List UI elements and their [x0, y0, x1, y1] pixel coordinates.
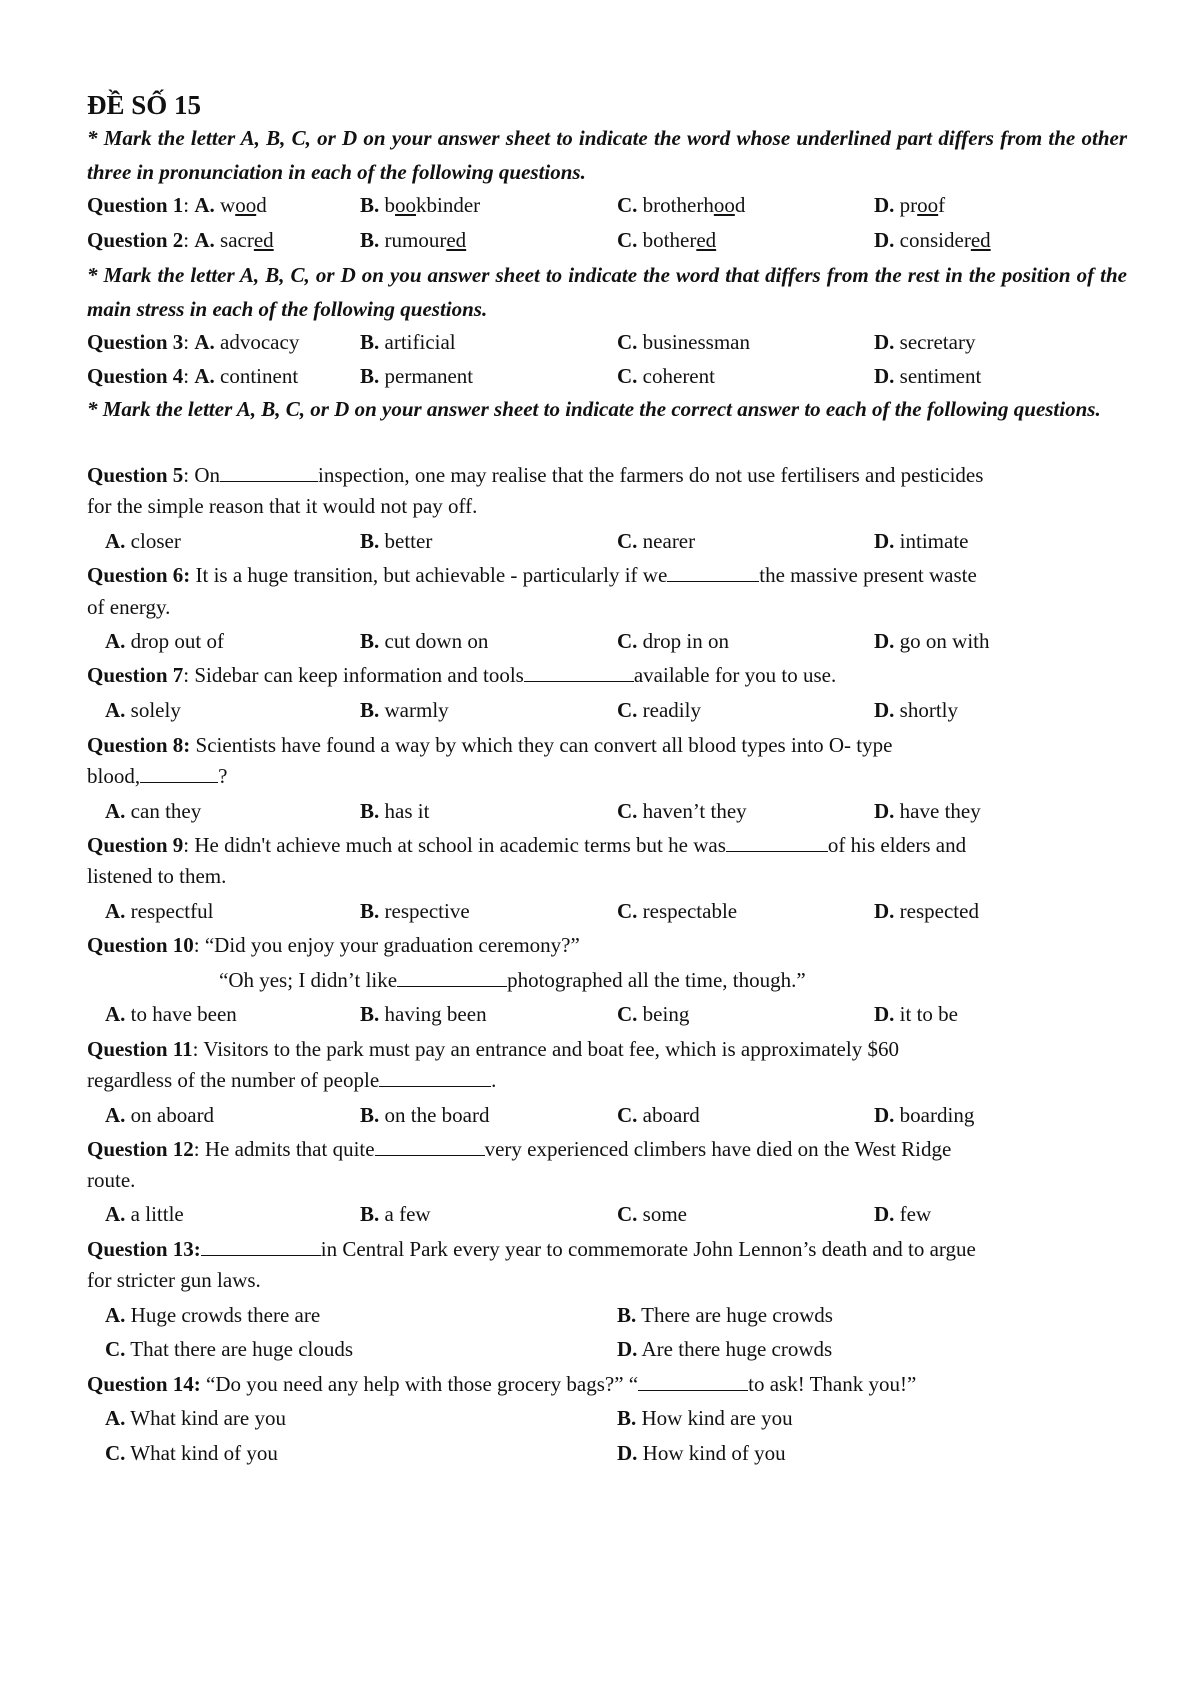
question-number: Question 6:: [87, 563, 191, 587]
question-8-stem-cont: blood, ?: [87, 764, 228, 788]
question-8-options: A. can they B. has it C. haven’t they D. have they: [105, 799, 981, 823]
question-12-stem: Question 12: He admits that quite very experienced climbers have died on the West Ridge: [87, 1137, 952, 1161]
option-d: boarding: [899, 1103, 975, 1127]
option-d: secretary: [899, 330, 976, 354]
question-13-stem-cont: for stricter gun laws.: [87, 1268, 261, 1292]
question-number: Question 12: [87, 1137, 194, 1161]
option-d: respected: [899, 899, 979, 923]
option-d: Are there huge crowds: [641, 1337, 833, 1361]
option-d: How kind of you: [642, 1441, 786, 1465]
exam-title: ĐỀ SỐ 15: [87, 90, 202, 120]
question-5-options: A. closer B. better C. nearer D. intimate: [105, 529, 969, 553]
option-a: continent: [220, 364, 299, 388]
question-14-options-row2: C. What kind of you D. How kind of you: [105, 1441, 786, 1465]
question-9-stem-cont: listened to them.: [87, 864, 227, 888]
question-number: Question 3: [87, 330, 184, 354]
instruction-stress: * Mark the letter A, B, C, or D on you answer sheet to indicate the word that differs from the rest in the position of the main stress in each of the following questions.: [87, 263, 1127, 321]
question-7-stem: Question 7: Sidebar can keep information and tools available for you to use.: [87, 663, 837, 687]
question-12-stem-cont: route.: [87, 1168, 136, 1192]
option-c: readily: [642, 698, 701, 722]
question-11-stem-cont: regardless of the number of people .: [87, 1068, 497, 1092]
option-a: to have been: [130, 1002, 237, 1026]
option-d: go on with: [899, 629, 990, 653]
instruction-pronunciation: * Mark the letter A, B, C, or D on your answer sheet to indicate the word whose underlined part differs from the other three in pronunciation in each of the following questions.: [87, 126, 1127, 184]
option-d: shortly: [899, 698, 959, 722]
option-d: intimate: [899, 529, 969, 553]
answer-blank: [220, 463, 318, 482]
answer-blank: [524, 663, 634, 682]
option-c: aboard: [642, 1103, 700, 1127]
answer-blank: [375, 1137, 485, 1156]
option-c: nearer: [642, 529, 696, 553]
option-c: respectable: [642, 899, 738, 923]
question-6-stem: Question 6: It is a huge transition, but achievable - particularly if we the massive present waste: [87, 563, 977, 587]
answer-blank: [379, 1068, 491, 1087]
question-11-options: A. on aboard B. on the board C. aboard D. boarding: [105, 1103, 975, 1127]
question-9-options: A. respectful B. respective C. respectable D. respected: [105, 899, 979, 923]
question-6-stem-cont: of energy.: [87, 595, 171, 619]
option-c: being: [642, 1002, 690, 1026]
option-b: has it: [384, 799, 430, 823]
option-b: rumoured: [384, 228, 467, 252]
option-a: What kind are you: [130, 1406, 286, 1430]
option-c: businessman: [642, 330, 750, 354]
option-c: brotherhood: [642, 193, 746, 217]
option-d: proof: [899, 193, 946, 217]
option-a: Huge crowds there are: [130, 1303, 321, 1327]
question-8-stem: Question 8: Scientists have found a way by which they can convert all blood types into O- type: [87, 733, 893, 757]
question-number: Question 7: [87, 663, 184, 687]
answer-blank: [397, 968, 507, 987]
question-number: Question 4: [87, 364, 184, 388]
question-number: Question 11: [87, 1037, 193, 1061]
question-14-stem: Question 14: “Do you need any help with those grocery bags?” “ to ask! Thank you!”: [87, 1372, 917, 1396]
option-d: it to be: [899, 1002, 958, 1026]
option-a: advocacy: [220, 330, 300, 354]
option-c: That there are huge clouds: [130, 1337, 354, 1361]
question-number: Question 8:: [87, 733, 191, 757]
question-13-options-row1: A. Huge crowds there are B. There are huge crowds: [105, 1303, 833, 1327]
option-c: haven’t they: [642, 799, 747, 823]
option-b: warmly: [384, 698, 449, 722]
answer-blank: [638, 1372, 748, 1391]
question-10-stem: Question 10: “Did you enjoy your graduation ceremony?”: [87, 933, 580, 957]
option-a: on aboard: [130, 1103, 215, 1127]
option-a: sacred: [220, 228, 274, 252]
option-a: wood: [220, 193, 267, 217]
question-2: Question 2: A. sacred B. rumoured C. bothered D. considered: [87, 228, 991, 252]
question-3: Question 3: A. advocacy B. artificial C. businessman D. secretary: [87, 330, 976, 354]
question-11-stem: Question 11: Visitors to the park must pay an entrance and boat fee, which is approximately $60: [87, 1037, 899, 1061]
option-a: a little: [130, 1202, 184, 1226]
answer-blank: [201, 1237, 321, 1256]
option-c: some: [642, 1202, 687, 1226]
option-b: There are huge crowds: [641, 1303, 833, 1327]
question-number: Question 9: [87, 833, 184, 857]
question-10-options: A. to have been B. having been C. being D. it to be: [105, 1002, 958, 1026]
question-4: Question 4: A. continent B. permanent C. coherent D. sentiment: [87, 364, 982, 388]
answer-blank: [667, 563, 759, 582]
question-number: Question 14:: [87, 1372, 201, 1396]
option-a: drop out of: [130, 629, 224, 653]
instruction-correct-answer: * Mark the letter A, B, C, or D on your answer sheet to indicate the correct answer to each of the following questions.: [87, 397, 1101, 421]
option-b: respective: [384, 899, 470, 923]
question-number: Question 10: [87, 933, 194, 957]
option-a: closer: [130, 529, 181, 553]
answer-blank: [140, 764, 218, 783]
question-7-options: A. solely B. warmly C. readily D. shortly: [105, 698, 959, 722]
question-5-stem: Question 5: On inspection, one may realise that the farmers do not use fertilisers and pesticides: [87, 463, 984, 487]
option-d: considered: [899, 228, 991, 252]
option-b: having been: [384, 1002, 487, 1026]
option-b: better: [384, 529, 433, 553]
question-13-stem: Question 13: in Central Park every year to commemorate John Lennon’s death and to argue: [87, 1237, 976, 1261]
option-c: drop in on: [642, 629, 729, 653]
option-b: permanent: [384, 364, 474, 388]
option-d: sentiment: [899, 364, 982, 388]
question-6-options: A. drop out of B. cut down on C. drop in on D. go on with: [105, 629, 990, 653]
question-1: Question 1: A. wood B. bookbinder C. brotherhood D. proof: [87, 193, 946, 217]
option-d: have they: [899, 799, 981, 823]
option-c: bothered: [642, 228, 717, 252]
option-b: How kind are you: [641, 1406, 793, 1430]
option-b: artificial: [384, 330, 456, 354]
question-14-options-row1: A. What kind are you B. How kind are you: [105, 1406, 793, 1430]
question-number: Question 5: [87, 463, 184, 487]
question-13-options-row2: C. That there are huge clouds D. Are there huge crowds: [105, 1337, 833, 1361]
option-b: on the board: [384, 1103, 490, 1127]
question-5-stem-cont: for the simple reason that it would not pay off.: [87, 494, 478, 518]
question-10-stem-cont: “Oh yes; I didn’t like photographed all the time, though.”: [219, 968, 806, 992]
option-d: few: [899, 1202, 932, 1226]
answer-blank: [726, 833, 828, 852]
option-b: a few: [384, 1202, 431, 1226]
option-a: can they: [130, 799, 202, 823]
option-c: What kind of you: [130, 1441, 278, 1465]
option-a: respectful: [130, 899, 214, 923]
option-c: coherent: [642, 364, 715, 388]
option-a: solely: [130, 698, 181, 722]
question-number: Question 2: [87, 228, 184, 252]
question-number: Question 1: [87, 193, 184, 217]
question-12-options: A. a little B. a few C. some D. few: [105, 1202, 932, 1226]
question-9-stem: Question 9: He didn't achieve much at school in academic terms but he was of his elders and: [87, 833, 967, 857]
option-b: cut down on: [384, 629, 489, 653]
question-number: Question 13:: [87, 1237, 201, 1261]
option-b: bookbinder: [384, 193, 481, 217]
